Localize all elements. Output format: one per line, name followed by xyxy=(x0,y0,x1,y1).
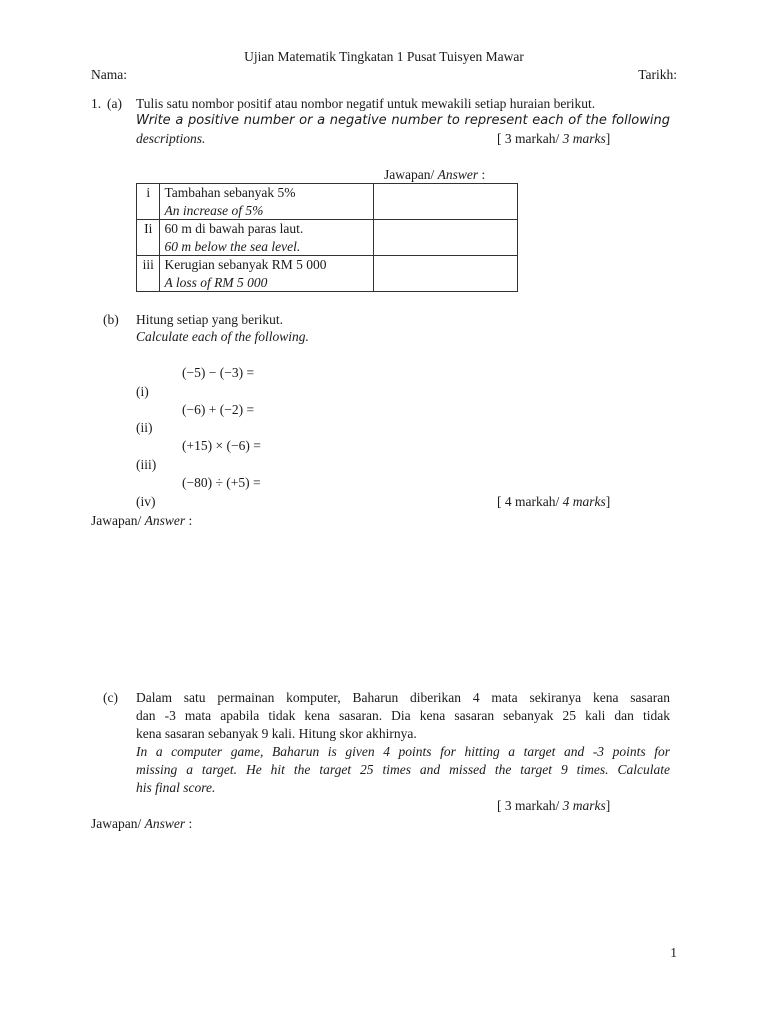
part-c-malay-line1: Dalam satu permainan komputer, Baharun diberikan 4 mata sekiranya kena sasaran xyxy=(136,690,670,705)
part-a-malay: Tulis satu nombor positif atau nombor negatif untuk mewakili setiap huraian berikut. xyxy=(136,96,596,111)
item-label-ii: (ii) xyxy=(136,420,153,435)
answer-cell[interactable] xyxy=(373,256,517,292)
page-title: Ujian Matematik Tingkatan 1 Pusat Tuisyen Mawar xyxy=(244,49,524,64)
expression-ii: (−6) + (−2) = xyxy=(182,402,255,417)
part-b-malay: Hitung setiap yang berikut. xyxy=(136,312,283,327)
description-table xyxy=(136,183,518,292)
part-a-answer-label: Jawapan/ Answer : xyxy=(384,167,486,182)
table-row xyxy=(137,220,518,256)
part-a-english-line2: descriptions. xyxy=(136,131,206,146)
row-number: i xyxy=(137,184,160,220)
part-b-label: (b) xyxy=(103,312,119,327)
row-number: Ii xyxy=(137,220,160,256)
part-a-label: (a) xyxy=(107,96,122,111)
part-c-answer-label: Jawapan/ Answer : xyxy=(91,816,193,831)
table-row xyxy=(137,256,518,292)
part-c-marks: [ 3 markah/ 3 marks] xyxy=(497,798,611,813)
part-b-english: Calculate each of the following. xyxy=(136,329,309,344)
part-c-label: (c) xyxy=(103,690,118,705)
table-row xyxy=(137,184,518,220)
part-a-marks: [ 3 markah/ 3 marks] xyxy=(497,131,611,146)
part-c-english-line2: missing a target. He hit the target 25 times and missed the target 9 times. Calculate xyxy=(136,762,670,777)
expression-iii: (+15) × (−6) = xyxy=(182,438,261,453)
row-number: iii xyxy=(137,256,160,292)
part-c-english-line1: In a computer game, Baharun is given 4 points for hitting a target and -3 points for xyxy=(136,744,670,759)
part-b-marks: [ 4 markah/ 4 marks] xyxy=(497,494,611,509)
part-c-malay-line3: kena sasaran sebanyak 9 kali. Hitung skor akhirnya. xyxy=(136,726,417,741)
part-c-english-line3: his final score. xyxy=(136,780,216,795)
answer-cell[interactable] xyxy=(373,220,517,256)
date-label: Tarikh: xyxy=(638,67,677,82)
name-label: Nama: xyxy=(91,67,127,82)
question-number: 1. xyxy=(91,96,102,111)
item-label-i: (i) xyxy=(136,384,149,399)
row-description: Kerugian sebanyak RM 5 000 A loss of RM 5 000 xyxy=(160,256,373,292)
part-a-english-line1: Write a positive number or a negative number to represent each of the following xyxy=(136,113,670,128)
expression-iv: (−80) ÷ (+5) = xyxy=(182,475,261,490)
answer-cell[interactable] xyxy=(373,184,517,220)
part-b-answer-label: Jawapan/ Answer : xyxy=(91,513,193,528)
item-label-iv: (iv) xyxy=(136,494,156,509)
item-label-iii: (iii) xyxy=(136,457,157,472)
page-number: 1 xyxy=(670,945,677,960)
row-description: 60 m di bawah paras laut. 60 m below the sea level. xyxy=(160,220,373,256)
expression-i: (−5) − (−3) = xyxy=(182,365,255,380)
row-description: Tambahan sebanyak 5% An increase of 5% xyxy=(160,184,373,220)
part-c-malay-line2: dan -3 mata apabila tidak kena sasaran. Dia kena sasaran sebanyak 25 kali dan tidak xyxy=(136,708,670,723)
